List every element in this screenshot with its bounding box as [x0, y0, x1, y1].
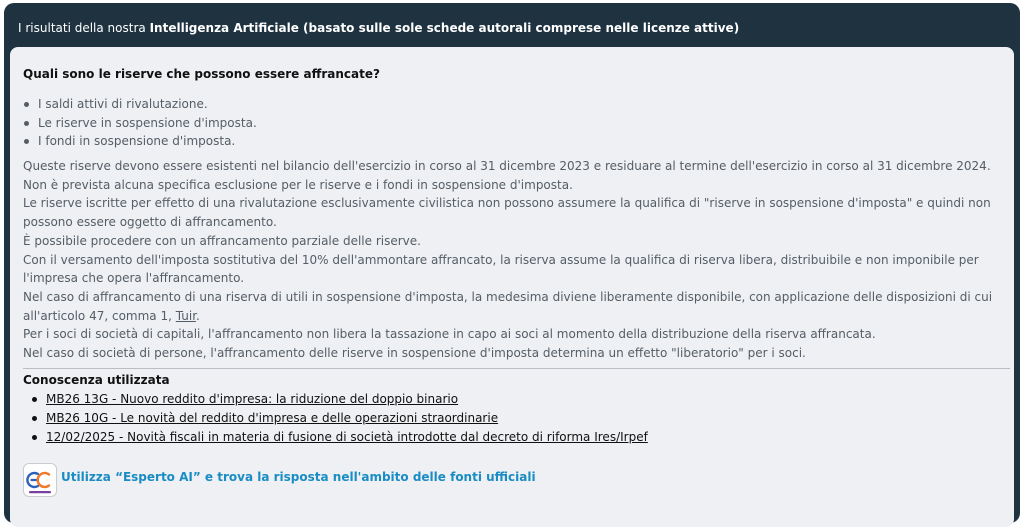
knowledge-link[interactable]: MB26 10G - Le novità del reddito d'impresa e delle operazioni straordinarie — [46, 411, 499, 425]
bullet-text: I fondi in sospensione d'imposta. — [38, 134, 236, 148]
bullet-dot — [24, 121, 29, 126]
knowledge-link[interactable]: MB26 13G - Nuovo reddito d'impresa: la riduzione del doppio binario — [46, 392, 459, 406]
knowledge-links — [32, 390, 648, 447]
answer-body — [23, 157, 1013, 363]
paragraph: Nel caso di affrancamento di una riserva di utili in sospensione d'imposta, la medesima diviene liberamente disponibile, con applicazione delle disposizioni di cui all'articolo 47, comma 1, Tuir. — [23, 289, 993, 323]
bullet-text: I saldi attivi di rivalutazione. — [38, 97, 208, 111]
answer-panel — [10, 47, 1014, 527]
paragraph-text: Nel caso di affrancamento di una riserva di utili in sospensione d'imposta, la medesima diviene liberamente disponibile, con applicazione delle disposizioni di cui all'articolo 47, comma 1, — [23, 289, 993, 323]
header-prefix: I risultati della nostra — [18, 21, 150, 35]
paragraph: Le riserve iscritte per effetto di una rivalutazione esclusivamente civilistica non possono assumere la qualifica di "riserve in sospensione d'imposta" e quindi non possono essere oggetto di affrancamento. — [23, 196, 991, 230]
bullet-dot — [32, 397, 37, 402]
answer-bullets — [23, 95, 257, 151]
bullet-dot — [24, 102, 29, 107]
divider — [23, 368, 1010, 369]
list-item — [32, 409, 648, 428]
tuir-link[interactable]: Tuir — [175, 308, 197, 323]
esperto-ai-cta-link[interactable]: Utilizza “Esperto AI” e trova la risposta nell'ambito delle fonti ufficiali — [61, 470, 536, 484]
list-item — [32, 428, 648, 447]
logo-graphic — [24, 464, 56, 496]
knowledge-title: Conoscenza utilizzata — [23, 373, 170, 387]
knowledge-link[interactable]: 12/02/2025 - Novità fiscali in materia di fusione di società introdotte dal decreto di riforma Ires/Irpef — [46, 430, 648, 444]
list-item — [23, 114, 257, 133]
paragraph: È possibile procedere con un affrancamento parziale delle riserve. — [23, 233, 421, 248]
bullet-dot — [24, 139, 29, 144]
list-item — [23, 95, 257, 114]
paragraph: Nel caso di società di persone, l'affrancamento delle riserve in sospensione d'imposta determina un effetto "liberatorio" per i soci. — [23, 346, 806, 361]
list-item — [23, 132, 257, 151]
esperto-ai-logo-icon[interactable] — [23, 463, 57, 497]
paragraph: Non è prevista alcuna specifica esclusione per le riserve e i fondi in sospensione d'imposta. — [23, 177, 573, 192]
header-bold: Intelligenza Artificiale (basato sulle sole schede autorali comprese nelle licenze attive) — [149, 21, 740, 35]
bullet-dot — [32, 435, 37, 440]
paragraph: Per i soci di società di capitali, l'affrancamento non libera la tassazione in capo ai soci al momento della distribuzione della riserva affrancata. — [23, 327, 876, 342]
card-header-title — [18, 21, 739, 35]
paragraph: Queste riserve devono essere esistenti nel bilancio dell'esercizio in corso al 31 dicembre 2023 e residuare al termine dell'esercizio in corso al 31 dicembre 2024. — [23, 159, 991, 173]
paragraph: Con il versamento dell'imposta sostitutiva del 10% dell'ammontare affrancato, la riserva assume la qualifica di riserva libera, distribuibile e non imponibile per l'impresa che opera l'affrancamento. — [23, 252, 979, 286]
list-item — [32, 390, 648, 409]
bullet-dot — [32, 416, 37, 421]
question-title: Quali sono le riserve che possono essere affrancate? — [23, 67, 380, 81]
bullet-text: Le riserve in sospensione d'imposta. — [38, 115, 257, 130]
ai-results-card — [4, 3, 1020, 523]
